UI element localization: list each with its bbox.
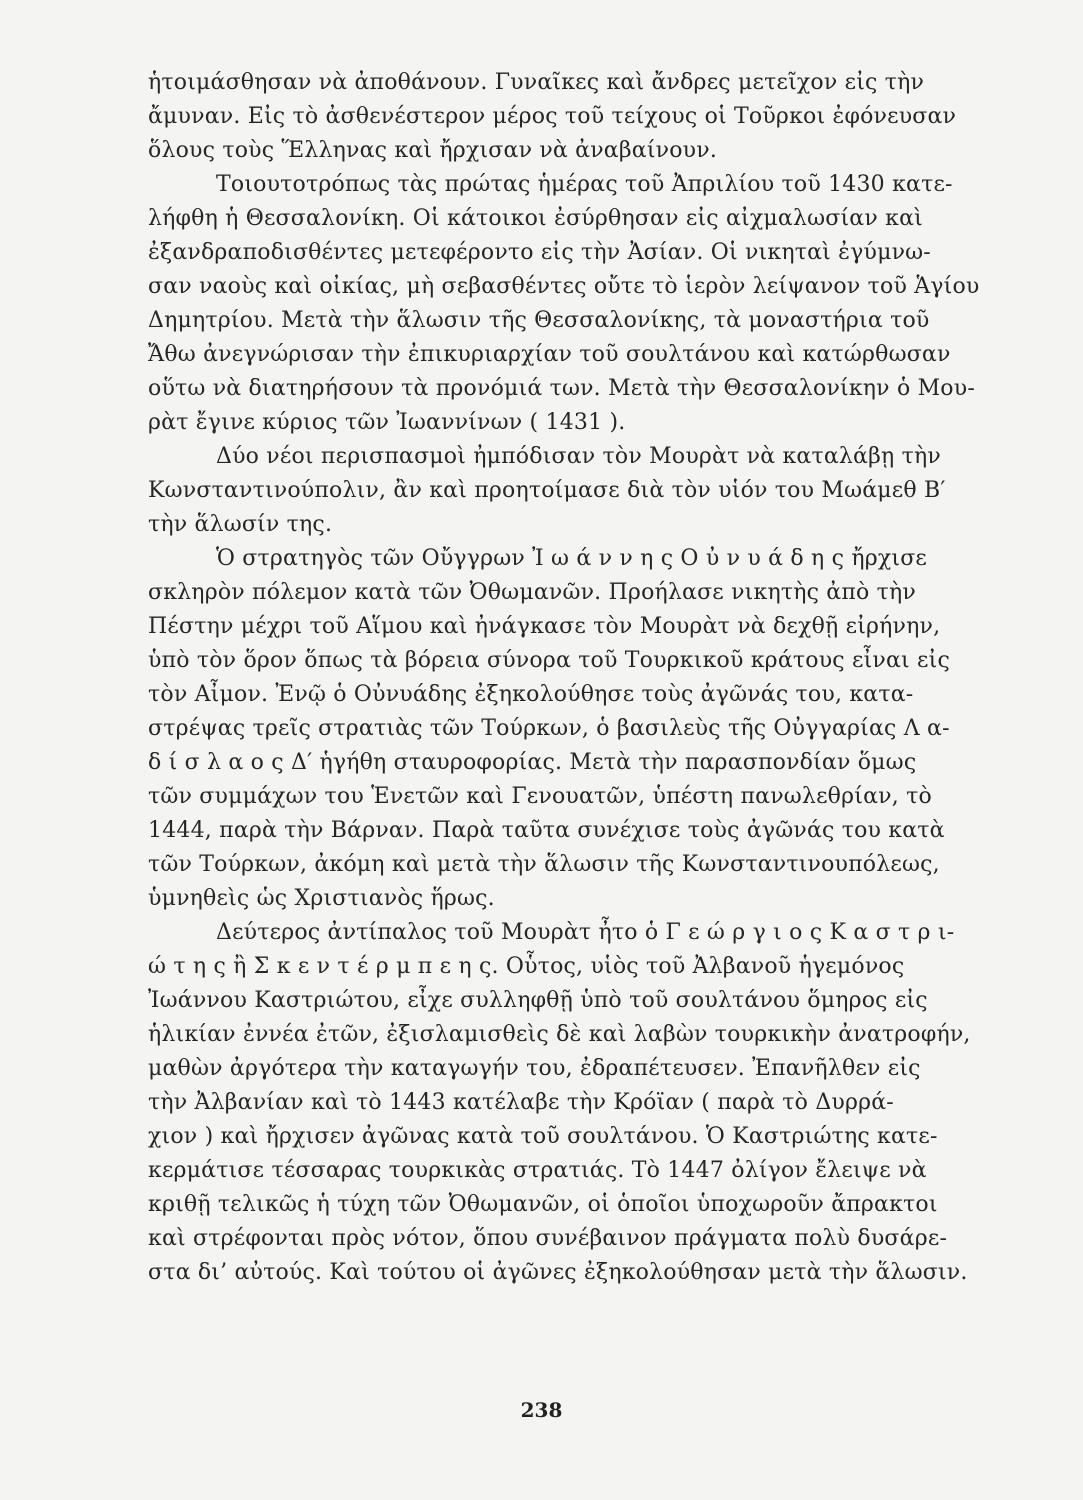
text-line: στα δι’ αὐτούς. Καὶ τούτου οἱ ἀγῶνες ἐξηκολούθησαν μετὰ τὴν ἅλωσιν. <box>148 1260 968 1285</box>
body-text <box>148 66 990 1290</box>
text-line: χιον ) καὶ ἤρχισεν ἀγῶνας κατὰ τοῦ σουλτάνου. Ὁ Καστριώτης κατε- <box>148 1124 938 1149</box>
text-line: 1444, παρὰ τὴν Βάρναν. Παρὰ ταῦτα συνέχισε τοὺς ἀγῶνάς του κατὰ <box>148 818 945 843</box>
text-line: Πέστην μέχρι τοῦ Αἵμου καὶ ἠνάγκασε τὸν Μουρὰτ νὰ δεχθῇ εἰρήνην, <box>148 614 941 639</box>
text-line: ὑμνηθεὶς ὡς Χριστιανὸς ἥρως. <box>148 886 495 911</box>
text-line: μαθὼν ἀργότερα τὴν καταγωγήν του, ἐδραπέτευσεν. Ἐπανῆλθεν εἰς <box>148 1056 921 1081</box>
text-line: τῶν Τούρκων, ἀκόμη καὶ μετὰ τὴν ἅλωσιν τῆς Κωνσταντινουπόλεως, <box>148 852 940 877</box>
text-line: σαν ναοὺς καὶ οἰκίας, μὴ σεβασθέντες οὔτε τὸ ἱερὸν λείψανον τοῦ Ἁγίου <box>148 274 980 299</box>
text-line: Δημητρίου. Μετὰ τὴν ἅλωσιν τῆς Θεσσαλονίκης, τὰ μοναστήρια τοῦ <box>148 308 930 333</box>
text-line: στρέψας τρεῖς στρατιὰς τῶν Τούρκων, ὁ βασιλεὺς τῆς Οὐγγαρίας Λ α- <box>148 716 950 741</box>
text-line: κριθῇ τελικῶς ἡ τύχη τῶν Ὀθωμανῶν, οἱ ὁποῖοι ὑποχωροῦν ἄπρακτοι <box>148 1192 938 1217</box>
text-line: δ ί σ λ α ο ς Δ′ ἡγήθη σταυροφορίας. Μετὰ τὴν παρασπονδίαν ὅμως <box>148 750 917 775</box>
page-number: 238 <box>520 1398 563 1422</box>
text-line: ὑπὸ τὸν ὅρον ὅπως τὰ βόρεια σύνορα τοῦ Τουρκικοῦ κράτους εἶναι εἰς <box>148 648 950 673</box>
text-line: Τοιουτοτρόπως τὰς πρώτας ἡμέρας τοῦ Ἀπριλίου τοῦ 1430 κατε- <box>216 172 953 197</box>
text-line: ἡτοιμάσθησαν νὰ ἀποθάνουν. Γυναῖκες καὶ ἄνδρες μετεῖχον εἰς τὴν <box>148 70 925 95</box>
text-line: σκληρὸν πόλεμον κατὰ τῶν Ὀθωμανῶν. Προήλασε νικητὴς ἀπὸ τὴν <box>148 580 916 605</box>
text-line: Ὁ στρατηγὸς τῶν Οὔγγρων Ἰ ω ά ν ν η ς Ο ὐ ν υ ά δ η ς ἤρχισε <box>216 546 928 571</box>
text-line: καὶ στρέφονται πρὸς νότον, ὅπου συνέβαινον πράγματα πολὺ δυσάρε- <box>148 1226 948 1251</box>
text-line: ἐξανδραποδισθέντες μετεφέροντο εἰς τὴν Ἀσίαν. Οἱ νικηταὶ ἐγύμνω- <box>148 240 931 265</box>
text-line: οὕτω νὰ διατηρήσουν τὰ προνόμιά των. Μετὰ τὴν Θεσσαλονίκην ὁ Μου- <box>148 376 975 401</box>
text-line: τὸν Αἶμον. Ἐνῷ ὁ Οὐνυάδης ἐξηκολούθησε τοὺς ἀγῶνάς του, κατα- <box>148 682 914 707</box>
text-line: τὴν Ἀλβανίαν καὶ τὸ 1443 κατέλαβε τὴν Κρόϊαν ( παρὰ τὸ Δυρρά- <box>148 1090 894 1115</box>
text-line: κερμάτισε τέσσαρας τουρκικὰς στρατιάς. Τὸ 1447 ὀλίγον ἔλειψε νὰ <box>148 1158 927 1183</box>
text-line: λήφθη ἡ Θεσσαλονίκη. Οἱ κάτοικοι ἐσύρθησαν εἰς αἰχμαλωσίαν καὶ <box>148 206 923 231</box>
text-line: ἡλικίαν ἐννέα ἐτῶν, ἐξισλαμισθεὶς δὲ καὶ λαβὼν τουρκικὴν ἀνατροφήν, <box>148 1022 971 1047</box>
text-line: τὴν ἅλωσίν της. <box>148 512 333 537</box>
text-line: Ἰωάννου Καστριώτου, εἶχε συλληφθῇ ὑπὸ τοῦ σουλτάνου ὅμηρος εἰς <box>148 988 928 1013</box>
text-line: ἄμυναν. Εἰς τὸ ἀσθενέστερον μέρος τοῦ τείχους οἱ Τοῦρκοι ἐφόνευσαν <box>148 104 957 129</box>
text-line: τῶν συμμάχων του Ἑνετῶν καὶ Γενουατῶν, ὑπέστη πανωλεθρίαν, τὸ <box>148 784 932 809</box>
text-line: Δύο νέοι περισπασμοὶ ἠμπόδισαν τὸν Μουρὰτ νὰ καταλάβῃ τὴν <box>216 444 941 469</box>
text-line: ώ τ η ς ἢ Σ κ ε ν τ έ ρ μ π ε η ς. Οὗτος, υἱὸς τοῦ Ἀλβανοῦ ἡγεμόνος <box>148 954 905 979</box>
text-line: ρὰτ ἔγινε κύριος τῶν Ἰωαννίνων ( 1431 ). <box>148 410 626 435</box>
text-line: Ἄθω ἀνεγνώρισαν τὴν ἐπικυριαρχίαν τοῦ σουλτάνου καὶ κατώρθωσαν <box>148 342 951 367</box>
text-line: ὅλους τοὺς Ἕλληνας καὶ ἤρχισαν νὰ ἀναβαίνουν. <box>148 138 718 163</box>
text-line: Κωνσταντινούπολιν, ἂν καὶ προητοίμασε διὰ τὸν υἱόν του Μωάμεθ Β′ <box>148 478 946 503</box>
text-line: Δεύτερος ἀντίπαλος τοῦ Μουρὰτ ἦτο ὁ Γ ε ώ ρ γ ι ο ς Κ α σ τ ρ ι- <box>216 920 955 945</box>
